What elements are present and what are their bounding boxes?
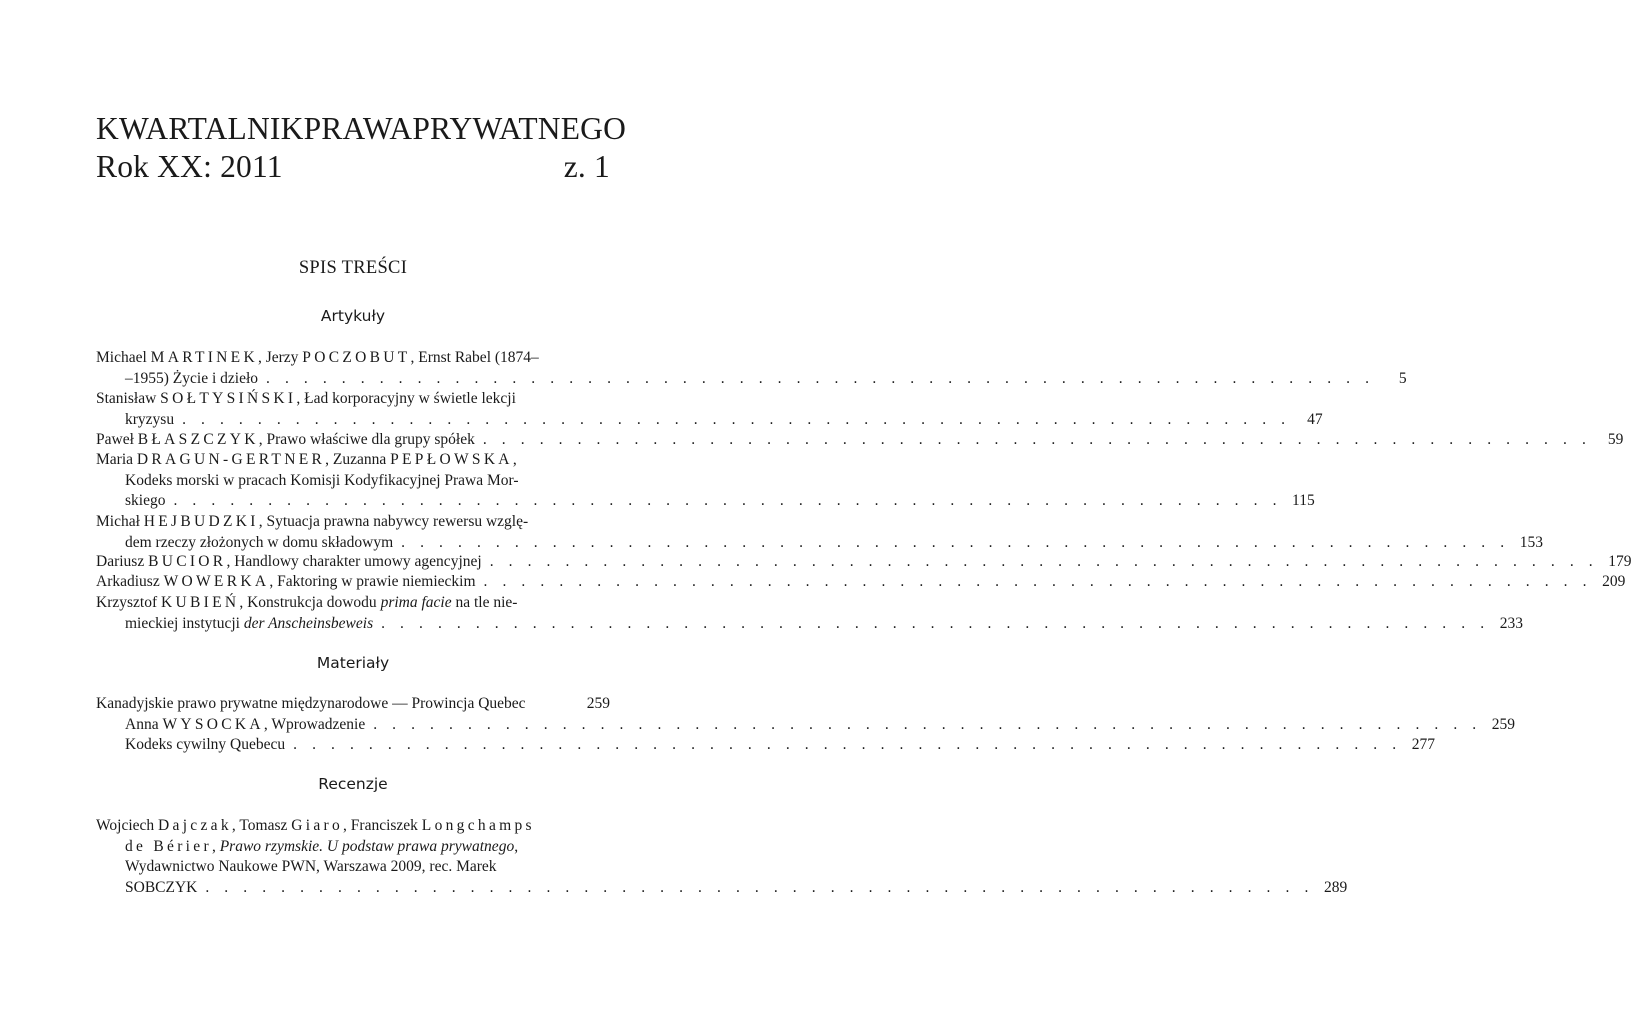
leader-dots: . . . . . . . . . . . . . . . . . . . . . . . . . . . . . . . . . . . . . . . . . . . . . . . . . . . . . . . . . . .	[373, 715, 1482, 733]
entry-title: , Sytuacja prawna nabywcy rewersu wzglę-	[258, 513, 529, 530]
entry-title: Kanadyjskie prawo prywatne międzynarodowe — Prowincja Quebec	[96, 695, 526, 712]
author-first-name: Zuzanna	[332, 451, 387, 468]
author-last-name: BUCIOR	[148, 553, 227, 570]
author-last-name: de Bérier	[125, 837, 212, 855]
entry-title: , Ład korporacyjny w świetle lekcji	[296, 390, 516, 407]
author-first-name: Stanisław	[96, 390, 157, 407]
page-number: 153	[1519, 533, 1543, 551]
page-number: 259	[586, 695, 610, 712]
entry-title-italic: Prawo rzymskie. U podstaw prawa prywatnego	[219, 837, 515, 855]
entry-title: skiego	[125, 492, 166, 509]
author-first-name: Wojciech	[96, 817, 155, 834]
entry-title: , Prawo właściwe dla grupy spółek	[258, 431, 475, 448]
entry-title: Kodeks morski w pracach Komisji Kodyfikacyjnej Prawa Mor-	[125, 471, 519, 489]
toc-entry	[96, 430, 1624, 451]
author-last-name: Giaro	[291, 817, 344, 834]
entry-title: , Handlowy charakter umowy agencyjnej	[226, 553, 482, 570]
leader-dots: . . . . . . . . . . . . . . . . . . . . . . . . . . . . . . . . . . . . . . . . . . . . . . . . . . . . . . . . . . .	[401, 533, 1510, 551]
page-number: 115	[1292, 492, 1315, 509]
page-number: 179	[1608, 553, 1632, 570]
entry-title: , Konstrukcja dowodu	[239, 594, 381, 611]
page-number: 59	[1607, 431, 1624, 448]
journal-header	[96, 110, 627, 186]
author-first-name: Arkadiusz	[96, 573, 160, 590]
author-first-name: Paweł	[96, 431, 134, 448]
author-first-name: Tomasz	[239, 817, 288, 834]
toc-entry	[96, 389, 1323, 430]
leader-dots: . . . . . . . . . . . . . . . . . . . . . . . . . . . . . . . . . . . . . . . . . . . . . . . . . . . . . . . . . . .	[381, 614, 1490, 632]
section-heading-materials: Materiały	[316, 654, 390, 672]
author-first-name: Franciszek	[350, 817, 418, 834]
author-first-name: Maria	[96, 451, 134, 468]
journal-issue: z. 1	[563, 149, 610, 184]
leader-dots: . . . . . . . . . . . . . . . . . . . . . . . . . . . . . . . . . . . . . . . . . . . . . . . . . . . . . . . . . . .	[482, 431, 1592, 448]
author-last-name: Dajczak	[158, 817, 232, 834]
leader-dots: . . . . . . . . . . . . . . . . . . . . . . . . . . . . . . . . . . . . . . . . . . . . . . . . . . . . . . . . . . .	[182, 410, 1291, 428]
entry-title-italic: prima facie	[380, 594, 452, 611]
journal-title	[96, 110, 627, 148]
leader-dots: . . . . . . . . . . . . . . . . . . . . . . . . . . . . . . . . . . . . . . . . . . . . . . . . . . . . . . . . . . .	[489, 553, 1599, 570]
leader-dots: . . . . . . . . . . . . . . . . . . . . . . . . . . . . . . . . . . . . . . . . . . . . . . . . . . . . . . . . . . .	[205, 878, 1314, 896]
entry-title: , Wprowadzenie	[263, 715, 366, 733]
entry-publisher: Wydawnictwo Naukowe PWN, Warszawa 2009, rec. Marek	[125, 858, 497, 875]
journal-title-word: PRAWA	[303, 111, 413, 146]
toc-entry	[96, 512, 1543, 553]
toc-entry	[96, 572, 1626, 593]
author-last-name: WYSOCKA	[162, 715, 264, 733]
entry-title: Kodeks cywilny Quebecu	[125, 736, 286, 753]
entry-title: , Faktoring w prawie niemieckim	[269, 573, 476, 590]
entry-title: , Ernst Rabel (1874–	[410, 349, 539, 366]
entry-title: ,	[512, 451, 517, 468]
entry-title: na tle nie-	[451, 594, 518, 611]
author-first-name: Michael	[96, 349, 147, 366]
page-number: 259	[1491, 715, 1516, 733]
author-last-name: BŁASZCZYK	[137, 431, 259, 448]
page-number: 289	[1323, 878, 1348, 896]
author-last-name: KUBIEŃ	[161, 594, 240, 611]
section-heading-articles: Artykuły	[320, 307, 386, 325]
leader-dots: . . . . . . . . . . . . . . . . . . . . . . . . . . . . . . . . . . . . . . . . . . . . . . . . . . . . . . . . . . .	[173, 492, 1283, 509]
author-last-name: MARTINEK	[150, 349, 258, 366]
toc-entry	[96, 593, 1523, 634]
author-last-name: POCZOBUT	[302, 349, 411, 366]
page-number: 5	[1398, 369, 1407, 387]
author-last-name: SOŁTYSIŃSKI	[160, 390, 297, 407]
toc-entry: Maria DRAGUN-GERTNER, Zuzanna PEPŁOWSKA, Kodeks morski w pracach Komisji Kodyfikacyjnej Prawa Mor- skiego . . . . . . . . . . . . . . . . . . . . . . . . . . . . . . . . . . . . . . . . . . . . . . . . . . . . . . . . . . . 115	[96, 450, 610, 512]
section-heading-reviews: Recenzje	[318, 775, 388, 793]
page-number: 47	[1307, 410, 1323, 428]
author-first-name: Krzysztof	[96, 594, 158, 611]
journal-title-word: KWARTALNIK	[96, 111, 304, 146]
toc-entry	[96, 552, 1632, 573]
entry-title-italic: der Anscheinsbeweis	[243, 614, 374, 632]
page-number: 209	[1602, 573, 1626, 590]
entry-title: dem rzeczy złożonych w domu składowym	[125, 533, 394, 551]
entry-title: –1955) Życie i dzieło	[125, 369, 258, 387]
journal-year: Rok XX: 2011	[96, 149, 283, 184]
author-first-name: Dariusz	[96, 553, 145, 570]
author-first-name: Anna	[125, 715, 159, 733]
journal-issue-line	[96, 148, 610, 186]
author-last-name: HEJBUDZKI	[143, 513, 259, 530]
page-number: 233	[1499, 614, 1523, 632]
author-last-name: WOWERKA	[163, 573, 270, 590]
author-last-name: PEPŁOWSKA	[390, 451, 513, 468]
author-first-name: Jerzy	[265, 349, 299, 366]
page-number: 277	[1411, 736, 1435, 753]
entry-title: kryzysu	[125, 410, 175, 428]
toc-entry: Wojciech Dajczak, Tomasz Giaro, Franciszek Longchamps de Bérier, Prawo rzymskie. U podstaw prawa prywatnego, Wydawnictwo Naukowe PWN, Warszawa 2009, rec. Marek SOBCZYK . . . . . . . . . . . . . . . . . . . . . . . . . . . . . . . . . . . . . . . . . . . . . . . . . . . . . . . . . . . 289	[96, 816, 610, 898]
toc-title: SPIS TREŚCI	[298, 258, 408, 278]
journal-title-word: PRYWATNEGO	[412, 111, 627, 146]
leader-dots: . . . . . . . . . . . . . . . . . . . . . . . . . . . . . . . . . . . . . . . . . . . . . . . . . . . . . . . . . . .	[266, 369, 1375, 387]
leader-dots: . . . . . . . . . . . . . . . . . . . . . . . . . . . . . . . . . . . . . . . . . . . . . . . . . . . . . . . . . . .	[483, 573, 1593, 590]
author-first-name: Michał	[96, 513, 140, 530]
toc-entry: Michael MARTINEK, Jerzy POCZOBUT, Ernst Rabel (1874– –1955) Życie i dzieło . . . . . . . . . . . . . . . . . . . . . . . . . . . . . . . . . . . . . . . . . . . . . . . . . . . . . . . . . . . 5	[96, 348, 610, 389]
entry-title: mieckiej instytucji	[125, 614, 244, 632]
leader-dots: . . . . . . . . . . . . . . . . . . . . . . . . . . . . . . . . . . . . . . . . . . . . . . . . . . . . . . . . . . .	[293, 736, 1402, 753]
toc-entry	[96, 694, 1516, 756]
author-last-name: Longchamps	[421, 817, 535, 834]
author-last-name: DRAGUN-GERTNER	[136, 451, 326, 468]
reviewer-name: SOBCZYK	[125, 878, 198, 896]
